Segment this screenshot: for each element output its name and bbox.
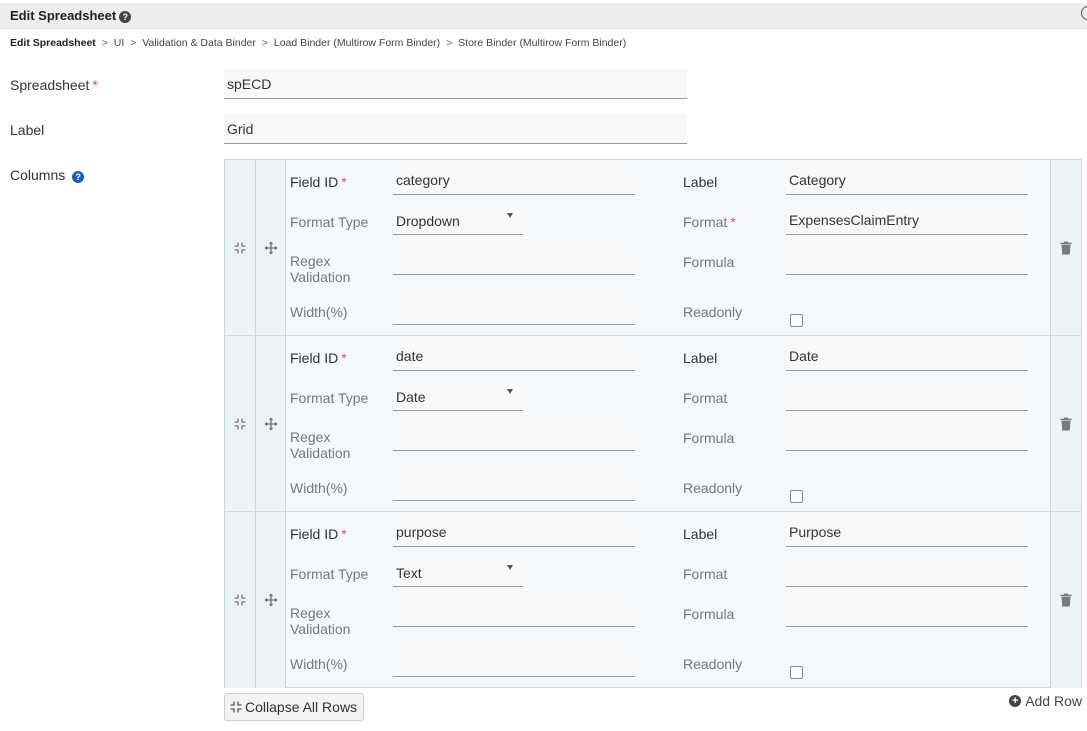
corner-circle-icon[interactable]: [1081, 6, 1087, 20]
column-row: [225, 512, 1081, 688]
add-row-label: Add Row: [1025, 693, 1082, 709]
column-row: [225, 336, 1081, 512]
format-label: Format: [683, 566, 728, 582]
field-id-label: Field ID *: [290, 350, 347, 366]
regex-validation-label: Regex Validation: [290, 429, 351, 461]
spreadsheet-input[interactable]: [224, 69, 687, 99]
breadcrumb-separator: >: [130, 37, 137, 49]
formula-label: Formula: [683, 254, 735, 270]
regex-validation-label: Regex Validation: [290, 605, 351, 637]
columns-grid: [224, 159, 1082, 688]
field-id-label: Field ID *: [290, 526, 347, 542]
regex-validation-input[interactable]: [393, 597, 635, 627]
width-label: Width(%): [290, 480, 348, 496]
field-id-input[interactable]: [393, 165, 635, 195]
label-input[interactable]: [786, 341, 1028, 371]
breadcrumb-item[interactable]: Edit Spreadsheet: [10, 37, 96, 49]
collapse-icon: [230, 701, 242, 713]
add-row-button[interactable]: [1009, 693, 1082, 709]
chevron-down-icon: [507, 389, 513, 394]
spreadsheet-label: Spreadsheet *: [10, 77, 98, 93]
collapse-icon: [234, 418, 246, 430]
move-handle[interactable]: [256, 336, 286, 511]
question-circle-icon[interactable]: ?: [72, 171, 84, 183]
readonly-checkbox[interactable]: [790, 314, 803, 327]
move-icon: [264, 417, 277, 430]
plus-circle-icon: +: [1009, 695, 1021, 707]
readonly-label: Readonly: [683, 656, 743, 672]
label-label: Label: [683, 350, 718, 366]
move-icon: [264, 241, 277, 254]
format-type-label: Format Type: [290, 390, 369, 406]
regex-validation-input[interactable]: [393, 421, 635, 451]
trash-icon[interactable]: [1061, 417, 1072, 430]
move-handle[interactable]: [256, 512, 286, 688]
collapse-handle[interactable]: [225, 336, 256, 511]
column-row: [225, 160, 1081, 336]
readonly-label: Readonly: [683, 480, 743, 496]
format-type-label: Format Type: [290, 214, 369, 230]
delete-cell: [1050, 160, 1081, 335]
format-label: Format: [683, 390, 728, 406]
breadcrumb-item[interactable]: UI: [113, 37, 125, 49]
move-icon: [264, 594, 277, 607]
readonly-checkbox[interactable]: [790, 666, 803, 679]
collapse-all-rows-label: Collapse All Rows: [245, 699, 358, 715]
format-type-select[interactable]: Text: [393, 557, 523, 587]
breadcrumb-separator: >: [446, 37, 453, 49]
collapse-icon: [234, 242, 246, 254]
chevron-down-icon: [507, 565, 513, 570]
readonly-label: Readonly: [683, 304, 743, 320]
width-input[interactable]: [393, 647, 635, 677]
trash-icon[interactable]: [1061, 241, 1072, 254]
width-label: Width(%): [290, 304, 348, 320]
regex-validation-label: Regex Validation: [290, 253, 351, 285]
chevron-down-icon: [507, 213, 513, 218]
collapse-handle[interactable]: [225, 512, 256, 688]
format-label: Format *: [683, 214, 736, 230]
question-circle-icon[interactable]: ?: [119, 11, 131, 23]
field-id-input[interactable]: [393, 341, 635, 371]
label-label: Label: [683, 174, 718, 190]
breadcrumb-item[interactable]: Validation & Data Binder: [142, 37, 256, 49]
collapse-handle[interactable]: [225, 160, 256, 335]
format-type-select[interactable]: Date: [393, 381, 523, 411]
formula-label: Formula: [683, 430, 735, 446]
header-bar: [0, 3, 1087, 29]
delete-cell: [1050, 512, 1081, 688]
format-type-select[interactable]: Dropdown: [393, 205, 523, 235]
collapse-icon: [234, 594, 246, 606]
format-input[interactable]: [786, 557, 1028, 587]
columns-label: Columns ?: [10, 167, 84, 183]
field-id-label: Field ID *: [290, 174, 347, 190]
width-input[interactable]: [393, 295, 635, 325]
breadcrumb-item[interactable]: Load Binder (Multirow Form Binder): [273, 37, 441, 49]
format-type-label: Format Type: [290, 566, 369, 582]
breadcrumb-item[interactable]: Store Binder (Multirow Form Binder): [458, 37, 627, 49]
field-id-input[interactable]: [393, 517, 635, 547]
required-mark: *: [92, 77, 98, 93]
width-input[interactable]: [393, 471, 635, 501]
collapse-all-rows-button[interactable]: [224, 693, 364, 721]
breadcrumb-separator: >: [101, 37, 108, 49]
format-input[interactable]: [786, 381, 1028, 411]
label-input[interactable]: [786, 517, 1028, 547]
breadcrumb: [10, 37, 626, 49]
readonly-checkbox[interactable]: [790, 490, 803, 503]
breadcrumb-separator: >: [261, 37, 268, 49]
page-title: Edit Spreadsheet ?: [10, 8, 131, 23]
format-input[interactable]: [786, 205, 1028, 235]
label-label: Label: [683, 526, 718, 542]
label-input[interactable]: [786, 165, 1028, 195]
width-label: Width(%): [290, 656, 348, 672]
label-field-label: Label: [10, 122, 45, 138]
formula-label: Formula: [683, 606, 735, 622]
formula-input[interactable]: [786, 421, 1028, 451]
regex-validation-input[interactable]: [393, 245, 635, 275]
move-handle[interactable]: [256, 160, 286, 335]
delete-cell: [1050, 336, 1081, 511]
formula-input[interactable]: [786, 597, 1028, 627]
trash-icon[interactable]: [1061, 594, 1072, 607]
formula-input[interactable]: [786, 245, 1028, 275]
label-input[interactable]: [224, 114, 687, 144]
